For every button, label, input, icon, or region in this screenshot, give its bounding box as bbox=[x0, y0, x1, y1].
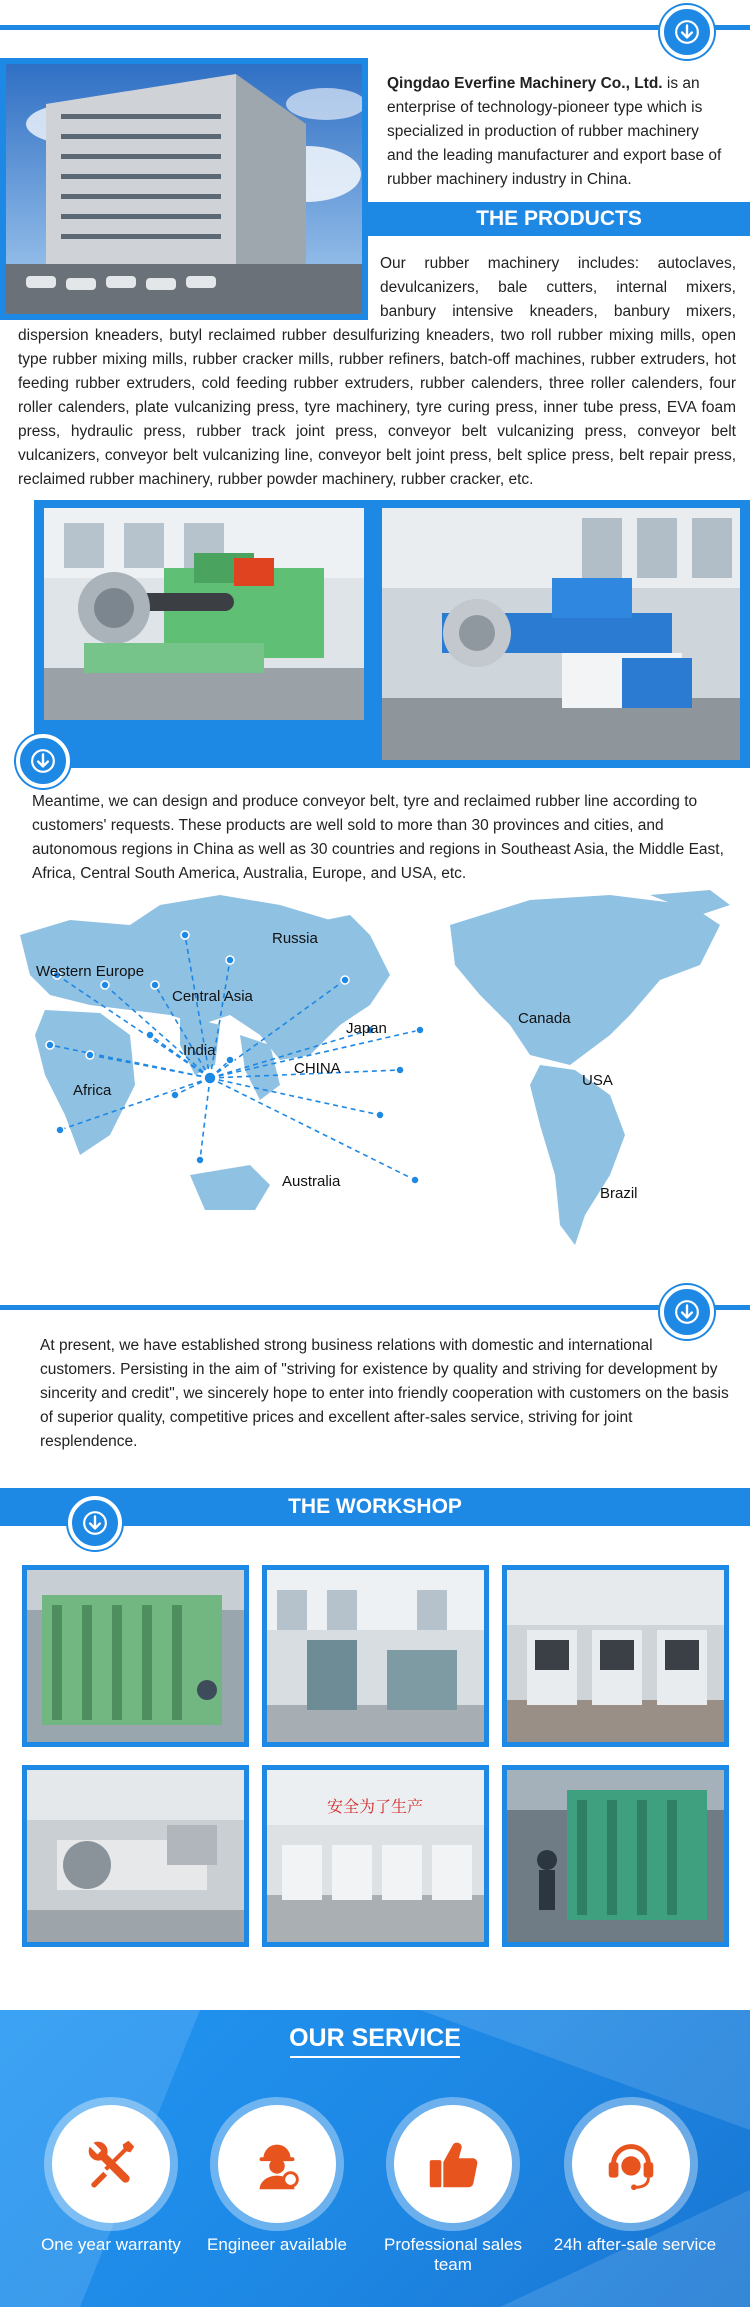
wrench-screwdriver-icon bbox=[80, 2133, 142, 2195]
workshop-photo bbox=[22, 1565, 249, 1747]
map-label-russia: Russia bbox=[272, 930, 318, 947]
world-map bbox=[10, 885, 740, 1275]
workshop-photo bbox=[22, 1765, 249, 1947]
rubber-extruder-photo bbox=[382, 508, 740, 760]
meantime-text: Meantime, we can design and produce conveyor belt, tyre and reclaimed rubber line according to customers' requests. These products are well sold to more than 30 provinces and cities, and autonomous regions in China as well as 30 countries and regions in Southeast Asia, the Middle East, Africa, Central South America, Australia, Europe, and USA, etc. bbox=[32, 793, 724, 882]
products-body bbox=[18, 252, 736, 492]
world-map-graphic bbox=[10, 885, 740, 1275]
company-intro bbox=[387, 72, 727, 192]
service-label-warranty: One year warranty bbox=[41, 2235, 181, 2254]
map-label-australia: Australia bbox=[282, 1173, 341, 1190]
service-item-after-sale bbox=[572, 2105, 690, 2223]
service-label-after-sale: 24h after-sale service bbox=[553, 2235, 717, 2254]
map-label-china: CHINA bbox=[294, 1060, 341, 1077]
map-label-brazil: Brazil bbox=[600, 1185, 638, 1202]
map-label-usa: USA bbox=[582, 1072, 613, 1089]
products-body-text: Our rubber machinery includes: autoclaves, devulcanizers, bale cutters, internal mixers, banbury intensive kneaders, banbury mixers, dispersion kneaders, butyl reclaimed rubber desulfurizing kneaders, two roll rubber mixing mills, open type rubber mixing mills, rubber cracker mills, rubber refiners, batch-off machines, rubber extruders, hot feeding rubber extruders, cold feeding rubber extruders, rubber calenders, three roller calenders, four roller calenders, plate vulcanizing press, tyre machinery, tyre curing press, inner tube press, EVA foam press, hydraulic press, rubber track joint press, conveyor belt vulcanizing press, conveyor belt vulcanizers, conveyor belt vulcanizing line, conveyor belt joint press, belt splice press, belt repair press, reclaimed rubber machinery, rubber powder machinery, rubber cracker, etc. bbox=[18, 255, 736, 488]
map-label-canada: Canada bbox=[518, 1010, 571, 1027]
business-relations-text: At present, we have established strong business relations with domestic and international customers. Persisting in the aim of "striving for existence by quality and striving for development by sincerity and credit", we sincerely hope to enter into friendly cooperation with customers on the basis of superior quality, competitive prices and excellent after-sales service, striving for joint resplendence. bbox=[40, 1337, 729, 1450]
down-arrow-icon bbox=[16, 734, 70, 788]
service-item-sales-team bbox=[394, 2105, 512, 2223]
workshop-photo bbox=[262, 1765, 489, 1947]
map-label-central-asia: Central Asia bbox=[172, 988, 253, 1005]
service-title-underline bbox=[290, 2056, 460, 2058]
workshop-title: THE WORKSHOP bbox=[288, 1495, 462, 1518]
service-label-engineer: Engineer available bbox=[207, 2235, 347, 2254]
products-title: THE PRODUCTS bbox=[476, 207, 642, 230]
headset-agent-icon bbox=[600, 2133, 662, 2195]
company-name: Qingdao Everfine Machinery Co., Ltd. bbox=[387, 75, 663, 92]
service-label-sales-team: Professional sales team bbox=[384, 2235, 522, 2274]
products-title-bar bbox=[368, 202, 750, 236]
service-item-warranty bbox=[52, 2105, 170, 2223]
engineer-icon bbox=[246, 2133, 308, 2195]
workshop-photo bbox=[502, 1565, 729, 1747]
service-section bbox=[0, 2010, 750, 2307]
workshop-photo bbox=[262, 1565, 489, 1747]
top-divider bbox=[0, 25, 750, 30]
section-divider bbox=[0, 1305, 750, 1310]
workshop-sign: 安全为了生产 bbox=[326, 1797, 424, 1816]
service-title: OUR SERVICE bbox=[289, 2024, 461, 2052]
map-label-africa: Africa bbox=[73, 1082, 112, 1099]
down-arrow-icon bbox=[660, 1285, 714, 1339]
down-arrow-icon bbox=[660, 5, 714, 59]
rubber-mill-photo bbox=[44, 508, 364, 720]
map-label-japan: Japan bbox=[346, 1020, 387, 1037]
map-label-western-europe: Western Europe bbox=[36, 963, 145, 980]
thumbs-up-icon bbox=[422, 2133, 484, 2195]
down-arrow-icon bbox=[68, 1496, 122, 1550]
company-intro-text: is an enterprise of technology-pioneer type which is specialized in production of rubber machinery and the leading manufacturer and export base of rubber machinery industry in China. bbox=[387, 75, 722, 188]
service-item-engineer bbox=[218, 2105, 336, 2223]
workshop-photo bbox=[502, 1765, 729, 1947]
map-label-india: India bbox=[183, 1042, 216, 1059]
